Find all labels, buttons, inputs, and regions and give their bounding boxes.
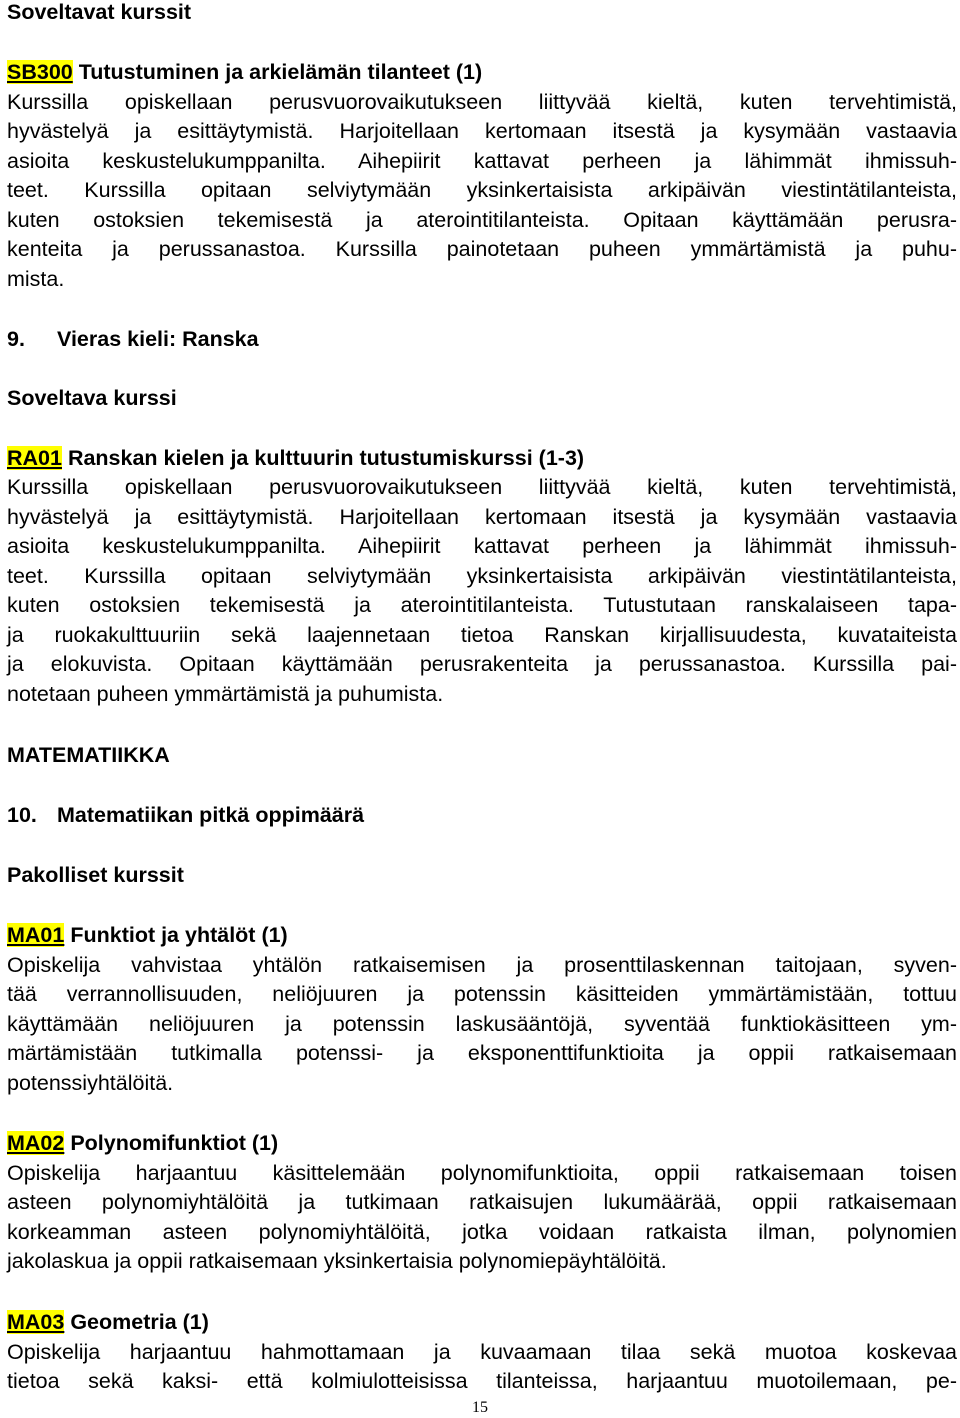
ma02-text-line: asteen polynomiyhtälöitä ja tutkimaan ratkaisujen lukumäärää, oppii ratkaisemaan	[7, 1190, 957, 1214]
sb300-text-line: asioita keskustelukumppanilta. Aihepiirit kattavat perheen ja lähimmät ihmissuh-	[7, 149, 957, 173]
ma01-text-line: tää verrannollisuuden, neliöjuuren ja potenssin käsitteiden ymmärtämistään, tottuu	[7, 982, 957, 1006]
course-name-ma01: Funktiot ja yhtälöt (1)	[64, 923, 288, 947]
course-code-ma01: MA01	[7, 923, 65, 947]
course-title-ma03	[7, 1307, 957, 1337]
ra01-text-line: asioita keskustelukumppanilta. Aihepiirit kattavat perheen ja lähimmät ihmissuh-	[7, 534, 957, 558]
ma02-text-line: jakolaskua ja oppii ratkaisemaan yksinkertaisia polynomiepäyhtälöitä.	[7, 1249, 667, 1273]
sb300-text-line: hyvästelyä ja esittäytymistä. Harjoitellaan kertomaan itsestä ja kysymään vastaavia	[7, 119, 957, 143]
course-name-ma02: Polynomifunktiot (1)	[64, 1131, 279, 1155]
page-number: 15	[472, 1399, 488, 1416]
ma03-text-line: Opiskelija harjaantuu hahmottamaan ja kuvaamaan tilaa sekä muotoa koskevaa	[7, 1340, 957, 1364]
sb300-text-line: mista.	[7, 267, 65, 291]
heading-text: Vieras kieli: Ranska	[57, 327, 259, 351]
ma02-text-line: korkeamman asteen polynomiyhtälöitä, jotka voidaan ratkaista ilman, polynomien	[7, 1220, 957, 1244]
course-name-ma03: Geometria (1)	[64, 1310, 209, 1334]
course-title-ma02	[7, 1128, 957, 1158]
course-code-ma03: MA03	[7, 1310, 65, 1334]
ra01-text-line: ja elokuvista. Opitaan käyttämään perusrakenteita ja perussanastoa. Kurssilla pai-	[7, 652, 957, 676]
heading-10-matematiikka	[7, 800, 957, 830]
ma01-text-line: märtämistään tutkimalla potenssi- ja eksponenttifunktioita ja oppii ratkaisemaan	[7, 1041, 957, 1065]
section-heading-soveltavat-kurssit: Soveltavat kurssit	[7, 0, 192, 24]
heading-9-ranska	[7, 324, 957, 354]
sb300-text-line: kuten ostoksien tekemisestä ja aterointitilanteista. Opitaan käyttämään perusra-	[7, 208, 957, 232]
section-heading-pakolliset-kurssit: Pakolliset kurssit	[7, 863, 184, 887]
ra01-text-line: kuten ostoksien tekemisestä ja aterointitilanteista. Tutustutaan ranskalaiseen tapa-	[7, 593, 957, 617]
ra01-text-line: notetaan puheen ymmärtämistä ja puhumista.	[7, 682, 444, 706]
ma01-text-line: Opiskelija vahvistaa yhtälön ratkaisemisen ja prosenttilaskennan taitojaan, syven-	[7, 953, 957, 977]
ra01-text-line: Kurssilla opiskellaan perusvuorovaikutukseen liittyvää kieltä, kuten tervehtimistä,	[7, 475, 957, 499]
course-name-ra01: Ranskan kielen ja kulttuurin tutustumiskurssi (1-3)	[61, 446, 585, 470]
sb300-text-line: kenteita ja perussanastoa. Kurssilla painotetaan puheen ymmärtämistä ja puhu-	[7, 237, 957, 261]
ma02-text-line: Opiskelija harjaantuu käsittelemään polynomifunktioita, oppii ratkaisemaan toisen	[7, 1161, 957, 1185]
ma03-text-line: tietoa sekä kaksi- että kolmiulotteisissa tilanteissa, harjaantuu muotoilemaan, pe-	[7, 1369, 957, 1393]
ma01-text-line: potenssiyhtälöitä.	[7, 1071, 174, 1095]
ra01-text-line: ja ruokakulttuuriin sekä laajennetaan tietoa Ranskan kirjallisuudesta, kuvataiteista	[7, 623, 957, 647]
heading-number: 10.	[7, 803, 37, 827]
heading-number: 9.	[7, 327, 25, 351]
subject-heading-matematiikka: MATEMATIIKKA	[7, 743, 170, 767]
sb300-text-line: teet. Kurssilla opitaan selviytymään yksinkertaisista arkipäivän viestintätilanteista,	[7, 178, 957, 202]
ra01-text-line: teet. Kurssilla opitaan selviytymään yksinkertaisista arkipäivän viestintätilanteista,	[7, 564, 957, 588]
ra01-text-line: hyvästelyä ja esittäytymistä. Harjoitellaan kertomaan itsestä ja kysymään vastaavia	[7, 505, 957, 529]
course-title-ra01	[7, 443, 957, 473]
course-name-sb300: Tutustuminen ja arkielämän tilanteet (1)	[72, 60, 483, 84]
course-title-ma01	[7, 920, 957, 950]
course-code-sb300: SB300	[7, 60, 73, 84]
course-code-ma02: MA02	[7, 1131, 65, 1155]
ma01-text-line: käyttämään neliöjuuren ja potenssin laskusääntöjä, syventää funktiokäsitteen ym-	[7, 1012, 957, 1036]
section-heading-soveltava-kurssi: Soveltava kurssi	[7, 386, 177, 410]
sb300-text-line: Kurssilla opiskellaan perusvuorovaikutukseen liittyvää kieltä, kuten tervehtimistä,	[7, 90, 957, 114]
heading-text: Matematiikan pitkä oppimäärä	[57, 803, 365, 827]
course-code-ra01: RA01	[7, 446, 62, 470]
course-title-sb300	[7, 57, 957, 87]
